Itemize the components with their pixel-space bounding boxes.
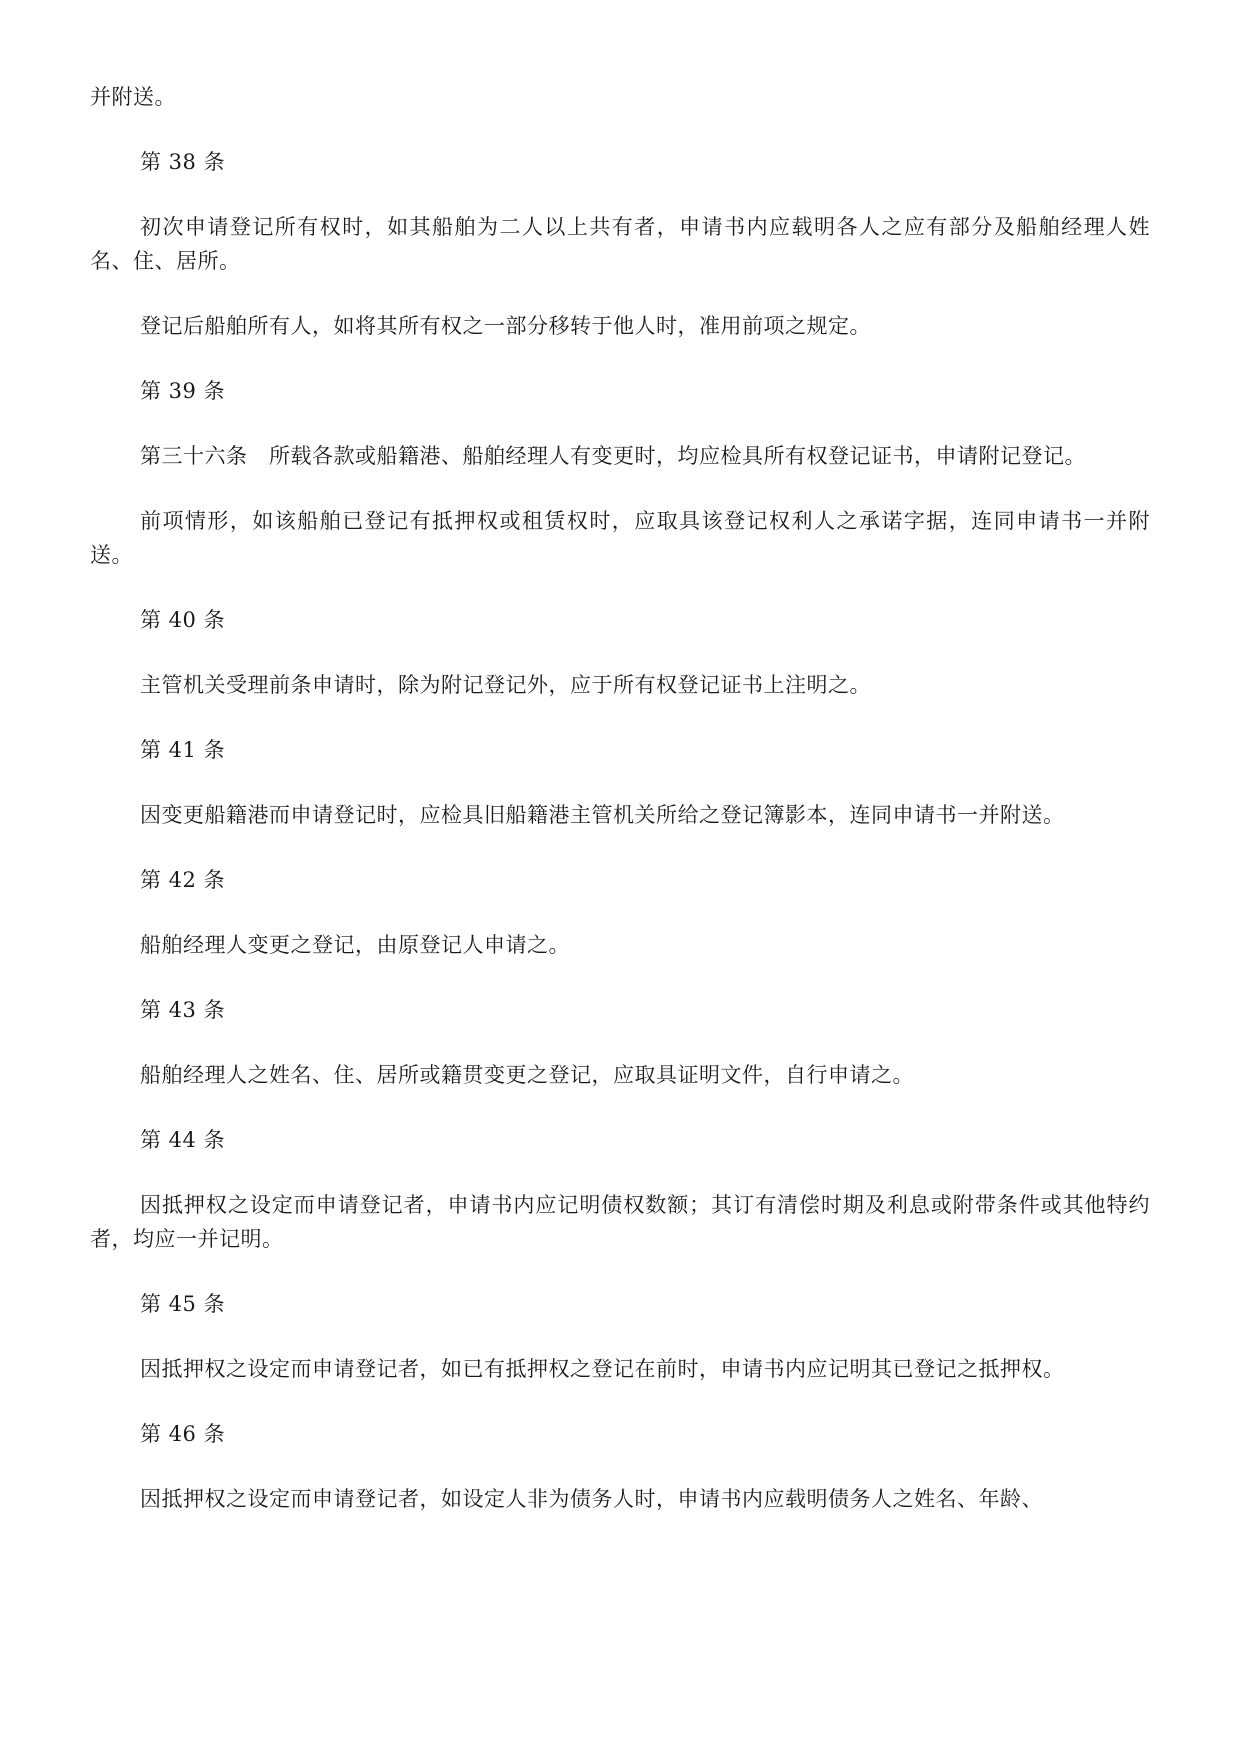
paragraph: 因变更船籍港而申请登记时，应检具旧船籍港主管机关所给之登记簿影本，连同申请书一并附送。 [140, 803, 1065, 827]
paragraph: 因抵押权之设定而申请登记者，如设定人非为债务人时，申请书内应载明债务人之姓名、年龄、 [140, 1487, 1043, 1511]
article-heading: 第 39 条 [140, 379, 226, 403]
paragraph: 登记后船舶所有人，如将其所有权之一部分移转于他人时，准用前项之规定。 [140, 314, 871, 338]
paragraph: 初次申请登记所有权时，如其船舶为二人以上共有者，申请书内应载明各人之应有部分及船舶经理人姓名、住、居所。 [90, 215, 1150, 273]
paragraph: 因抵押权之设定而申请登记者，如已有抵押权之登记在前时，申请书内应记明其已登记之抵押权。 [140, 1357, 1065, 1381]
paragraph: 主管机关受理前条申请时，除为附记登记外，应于所有权登记证书上注明之。 [140, 673, 871, 697]
paragraph: 并附送。 [90, 85, 176, 109]
article-heading: 第 40 条 [140, 608, 226, 632]
article-heading: 第 45 条 [140, 1292, 226, 1316]
article-heading: 第 42 条 [140, 868, 226, 892]
paragraph: 前项情形，如该船舶已登记有抵押权或租赁权时，应取具该登记权利人之承诺字据，连同申请书一并附送。 [90, 509, 1150, 567]
document-page [90, 80, 1150, 1547]
article-heading: 第 44 条 [140, 1128, 226, 1152]
article-heading: 第 41 条 [140, 738, 226, 762]
paragraph: 船舶经理人变更之登记，由原登记人申请之。 [140, 933, 570, 957]
article-heading: 第 46 条 [140, 1422, 226, 1446]
paragraph: 船舶经理人之姓名、住、居所或籍贯变更之登记，应取具证明文件，自行申请之。 [140, 1063, 914, 1087]
article-heading: 第 38 条 [140, 150, 226, 174]
paragraph: 因抵押权之设定而申请登记者，申请书内应记明债权数额；其订有清偿时期及利息或附带条件或其他特约者，均应一并记明。 [90, 1193, 1150, 1251]
article-heading: 第 43 条 [140, 998, 226, 1022]
paragraph: 第三十六条 所载各款或船籍港、船舶经理人有变更时，均应检具所有权登记证书，申请附记登记。 [140, 444, 1086, 468]
